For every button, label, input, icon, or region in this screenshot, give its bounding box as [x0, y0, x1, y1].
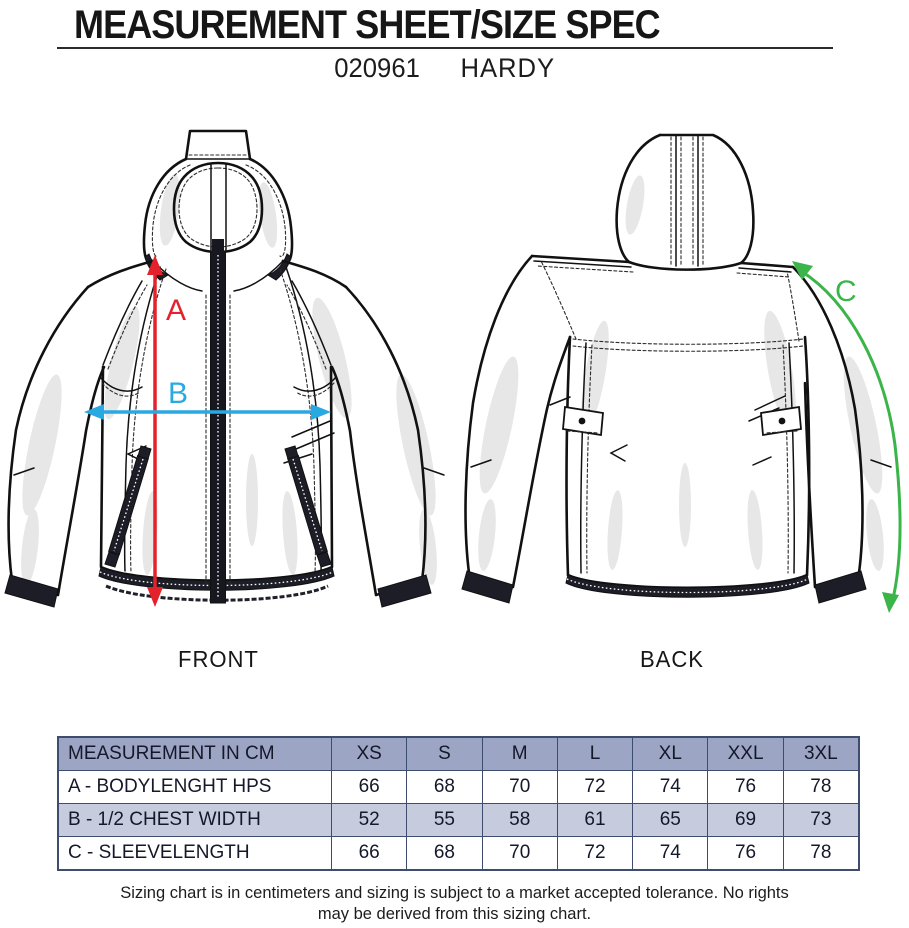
cell-value: 73 — [783, 804, 858, 836]
cell-value: 65 — [632, 804, 707, 836]
cell-value: 72 — [557, 771, 632, 803]
front-jacket-drawing — [0, 115, 460, 660]
table-header-xxl: XXL — [707, 738, 782, 770]
cell-value: 69 — [707, 804, 782, 836]
cell-value: 74 — [632, 837, 707, 869]
measure-label-c: C — [835, 275, 857, 308]
cell-value: 76 — [707, 771, 782, 803]
disclaimer-line2: may be derived from this sizing chart. — [317, 905, 592, 923]
cell-value: 76 — [707, 837, 782, 869]
row-label: B - 1/2 CHEST WIDTH — [68, 809, 261, 830]
cell-value: 78 — [783, 771, 858, 803]
cell-value: 74 — [632, 771, 707, 803]
page-title: MEASUREMENT SHEET/SIZE SPEC — [74, 3, 660, 47]
cell-value: 61 — [557, 804, 632, 836]
cell-value: 66 — [331, 837, 406, 869]
measure-label-b: B — [168, 377, 189, 410]
table-header-measurement: MEASUREMENT IN CM — [68, 743, 275, 764]
size-spec-table — [57, 736, 860, 871]
measure-label-a: A — [166, 294, 187, 327]
title-divider — [57, 47, 833, 49]
cell-value: 78 — [783, 837, 858, 869]
disclaimer-text — [0, 883, 909, 925]
cell-value: 52 — [331, 804, 406, 836]
style-subtitle — [0, 53, 890, 84]
cell-value: 68 — [406, 771, 481, 803]
cell-value: 66 — [331, 771, 406, 803]
table-header-xs: XS — [331, 738, 406, 770]
cell-value: 58 — [482, 804, 557, 836]
row-label: C - SLEEVELENGTH — [68, 842, 250, 863]
back-side-tab-right — [761, 407, 801, 435]
table-row-chest-width — [59, 803, 858, 836]
cell-value: 72 — [557, 837, 632, 869]
table-header-m: M — [482, 738, 557, 770]
cell-value: 70 — [482, 837, 557, 869]
back-side-tab-left — [563, 407, 603, 435]
table-header-3xl: 3XL — [783, 738, 858, 770]
table-row-bodylength — [59, 770, 858, 803]
table-header-s: S — [406, 738, 481, 770]
back-view-label: BACK — [640, 646, 704, 672]
cell-value: 70 — [482, 771, 557, 803]
style-number: 020961 — [334, 53, 421, 83]
table-header-l: L — [557, 738, 632, 770]
table-header-xl: XL — [632, 738, 707, 770]
disclaimer-line1: Sizing chart is in centimeters and sizing is subject to a market accepted tolerance. No rights — [120, 884, 789, 902]
back-jacket-drawing — [455, 115, 909, 660]
table-header-row — [59, 738, 858, 770]
table-row-sleevelength — [59, 836, 858, 869]
front-view-label: FRONT — [178, 646, 259, 672]
row-label: A - BODYLENGHT HPS — [68, 776, 272, 797]
style-name: HARDY — [460, 53, 556, 83]
cell-value: 55 — [406, 804, 481, 836]
cell-value: 68 — [406, 837, 481, 869]
